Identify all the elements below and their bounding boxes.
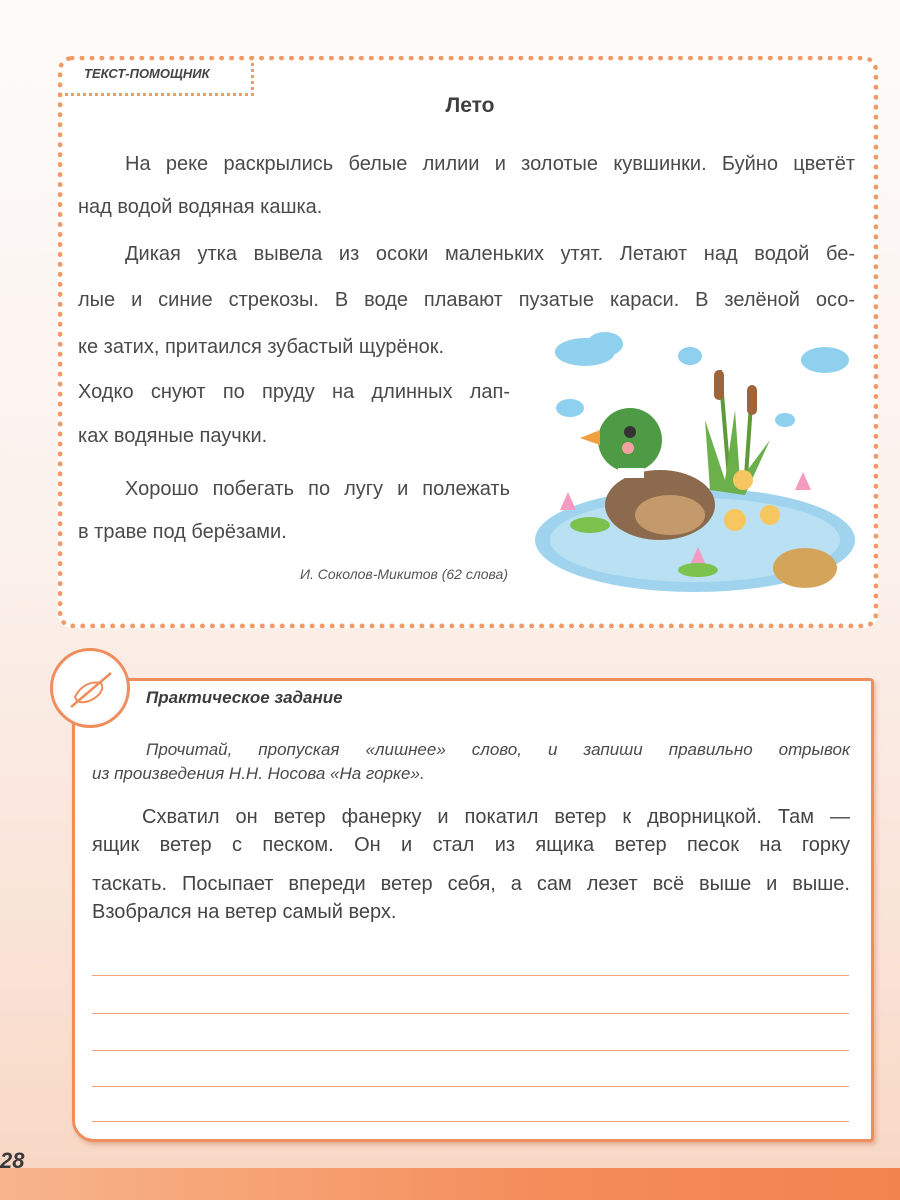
task-instruction-line: из произведения Н.Н. Носова «На горке». [92,764,425,783]
exercise-line: ящик ветер с песком. Он и стал из ящика ветер песок на горку [92,834,850,856]
writing-line[interactable] [92,1086,849,1087]
text-line: На реке раскрылись белые лилии и золотые кувшинки. Буйно цветёт [125,153,855,175]
task-title: Практическое задание [146,688,343,707]
text-line: Хорошо побегать по лугу и полежать [125,478,510,500]
writing-line[interactable] [92,1050,849,1051]
page-number: 28 [0,1148,25,1173]
author-credit: И. Соколов-Микитов (62 слова) [299,566,508,582]
writing-hand-icon [67,667,117,713]
writing-line[interactable] [92,975,849,976]
helper-tab [58,56,254,96]
text-line: над водой водяная кашка. [78,196,323,218]
text-line: лые и синие стрекозы. В воде плавают пузатые караси. В зелёной осо- [78,289,855,311]
exercise-line: таскать. Посыпает впереди ветер себя, а сам лезет всё выше и выше. [92,873,850,895]
text-line: в траве под берёзами. [78,521,287,543]
writing-line[interactable] [92,1121,849,1122]
duck-pond-illustration [530,330,860,600]
text-line: ках водяные паучки. [78,425,268,447]
text-title: Лето [445,94,495,117]
exercise-line: Схватил он ветер фанерку и покатил ветер к дворницкой. Там — [142,806,850,828]
task-icon-badge [50,648,130,728]
text-line: Дикая утка вывела из осоки маленьких утят. Летают над водой бе- [125,243,855,265]
task-instruction-line: Прочитай, пропуская «лишнее» слово, и запиши правильно отрывок [146,740,850,759]
text-line: ке затих, притаился зубастый щурёнок. [78,336,445,358]
bottom-decor-band [0,1168,900,1200]
text-line: Ходко снуют по пруду на длинных лап- [78,381,510,403]
writing-line[interactable] [92,1013,849,1014]
exercise-line: Взобрался на ветер самый верх. [92,901,397,923]
helper-tab-label: ТЕКСТ-ПОМОЩНИК [84,66,210,81]
